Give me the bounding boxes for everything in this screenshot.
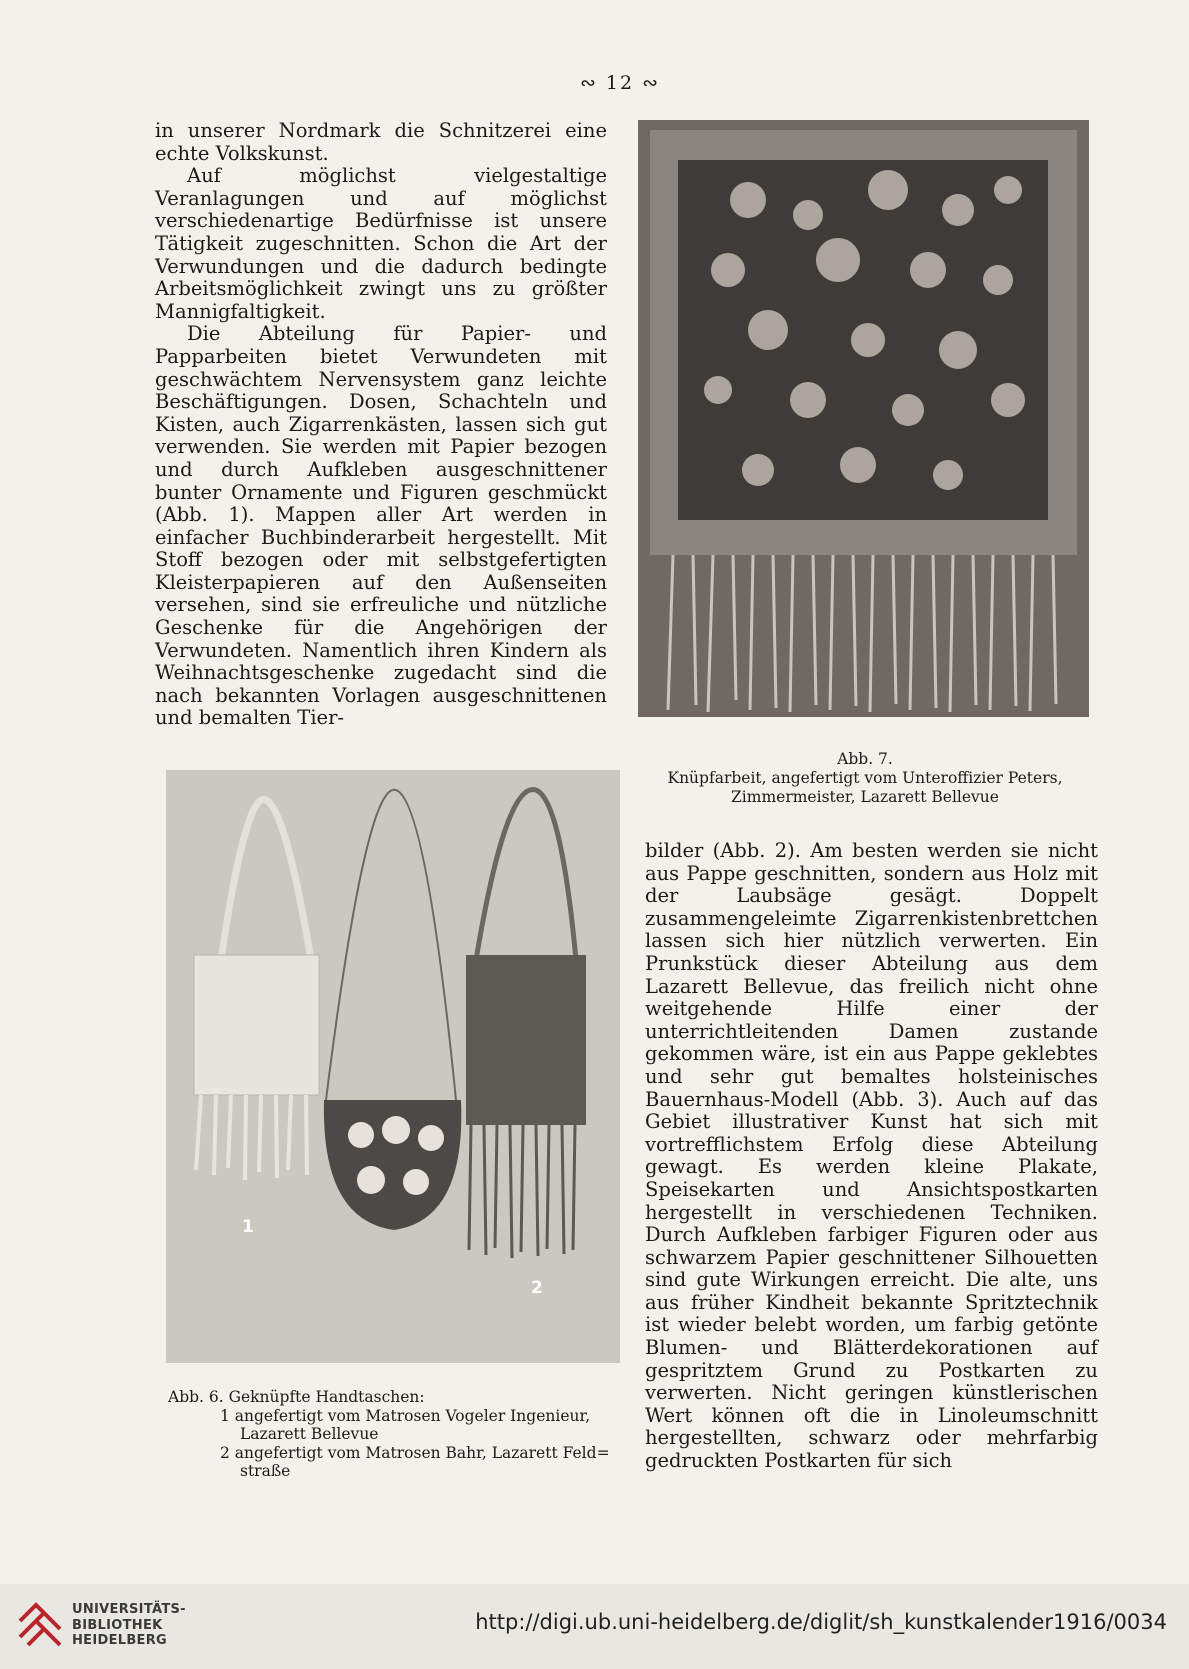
figure-7-rug-photo <box>638 120 1089 717</box>
figure-6-title: Abb. 6. Geknüpfte Handtaschen: <box>168 1388 425 1406</box>
figure-6-item-2-cont: straße <box>240 1462 291 1480</box>
library-name-line2: BIBLIOTHEK <box>72 1617 163 1633</box>
figure-7-caption <box>640 750 1090 807</box>
page-number <box>560 72 680 94</box>
source-url-link[interactable]: http://digi.ub.uni-heidelberg.de/diglit/sh_kunstkalender1916/0034 <box>475 1610 1167 1634</box>
figure-6-item-1: 1 angefertigt vom Matrosen Vogeler Ingenieur, <box>220 1406 591 1425</box>
page-number-ornament-right: ∾ <box>642 72 661 94</box>
figure-6-label-1: 1 <box>242 1217 254 1237</box>
library-name-line1: UNIVERSITÄTS- <box>72 1602 186 1617</box>
figure-6-caption <box>168 1388 628 1481</box>
figure-7-line1: Knüpfarbeit, angefertigt vom Unteroffizier Peters, <box>667 769 1063 787</box>
university-library-logo-icon <box>14 1599 64 1657</box>
library-name <box>72 1602 186 1649</box>
page-number-value: 12 <box>605 72 635 94</box>
rug-illustration <box>638 120 1089 717</box>
right-column-text <box>645 840 1098 1473</box>
page-number-ornament-left: ∾ <box>579 72 598 94</box>
figure-7-title: Abb. 7. <box>837 750 893 768</box>
figure-6-item-2: 2 angefertigt vom Matrosen Bahr, Lazarett Feld= <box>220 1443 610 1462</box>
paragraph: in unserer Nordmark die Schnitzerei eine echte Volkskunst. <box>155 119 607 165</box>
paragraph: Auf möglichst vielgestaltige Veranlagungen und auf möglichst verschiedenartige Bedürfnisse ist unsere Tätigkeit zugeschnitten. Schon die Art der Verwundungen und die dadurch bedingte Arbeitsmöglichkeit zwingt uns zu größter Mannigfaltigkeit. <box>155 164 607 323</box>
paragraph: bilder (Abb. 2). Am besten werden sie nicht aus Pappe geschnitten, sondern aus Holz mit der Laubsäge gesägt. Doppelt zusammengeleimte Zigarrenkistenbrettchen lassen sich hier nützlich verwerten. Ein Prunkstück dieser Abteilung aus dem Lazarett Bellevue, das freilich nicht ohne weitgehende Hilfe einer der unterrichtleitenden Damen zustande gekommen wäre, ist ein aus Pappe geklebtes und sehr gut bemaltes holsteinisches Bauernhaus-Modell (Abb. 3). Auch auf das Gebiet illustrativer Kunst hat sich mit vortrefflichstem Erfolg diese Abteilung gewagt. Es werden kleine Plakate, Speisekarten und Ansichtspostkarten hergestellt in verschiedenen Techniken. Durch Aufkleben farbiger Figuren oder aus schwarzem Papier geschnittener Silhouetten sind gute Wirkungen erreicht. Die alte, uns aus früher Kindheit bekannte Spritztechnik ist wieder belebt worden, um farbig getönte Blumen- und Blätterdekorationen auf gespritztem Grund zu Postkarten zu verwerten. Nicht geringen künstlerischen Wert können oft die in Linoleumschnitt hergestellten, schwarz oder mehrfarbig gedruckten Postkarten für sich <box>645 839 1098 1473</box>
paragraph: Die Abteilung für Papier- und Papparbeiten bietet Verwundeten mit geschwächtem Nervensystem ganz leichte Beschäftigungen. Dosen, Schachteln und Kisten, auch Zigarrenkästen, lassen sich gut verwenden. Sie werden mit Papier bezogen und durch Aufkleben ausgeschnittener bunter Ornamente und Figuren geschmückt (Abb. 1). Mappen aller Art werden in einfacher Buchbinderarbeit hergestellt. Mit Stoff bezogen oder mit selbstgefertigten Kleisterpapieren auf den Außenseiten versehen, sind sie erfreuliche und nützliche Geschenke für die Angehörigen der Verwundeten. Namentlich ihren Kindern als Weihnachtsgeschenke zugedacht sind die nach bekannten Vorlagen ausgeschnittenen und bemalten Tier- <box>155 322 607 730</box>
figure-6-item-1-cont: Lazarett Bellevue <box>240 1425 379 1443</box>
figure-6-handbags-photo <box>166 770 620 1363</box>
library-name-line3: HEIDELBERG <box>72 1633 168 1648</box>
handbags-illustration <box>166 770 620 1363</box>
figure-7-line2: Zimmermeister, Lazarett Bellevue <box>731 788 999 806</box>
figure-6-label-2: 2 <box>531 1278 543 1298</box>
left-column-text <box>155 120 607 730</box>
library-footer <box>0 1584 1189 1669</box>
